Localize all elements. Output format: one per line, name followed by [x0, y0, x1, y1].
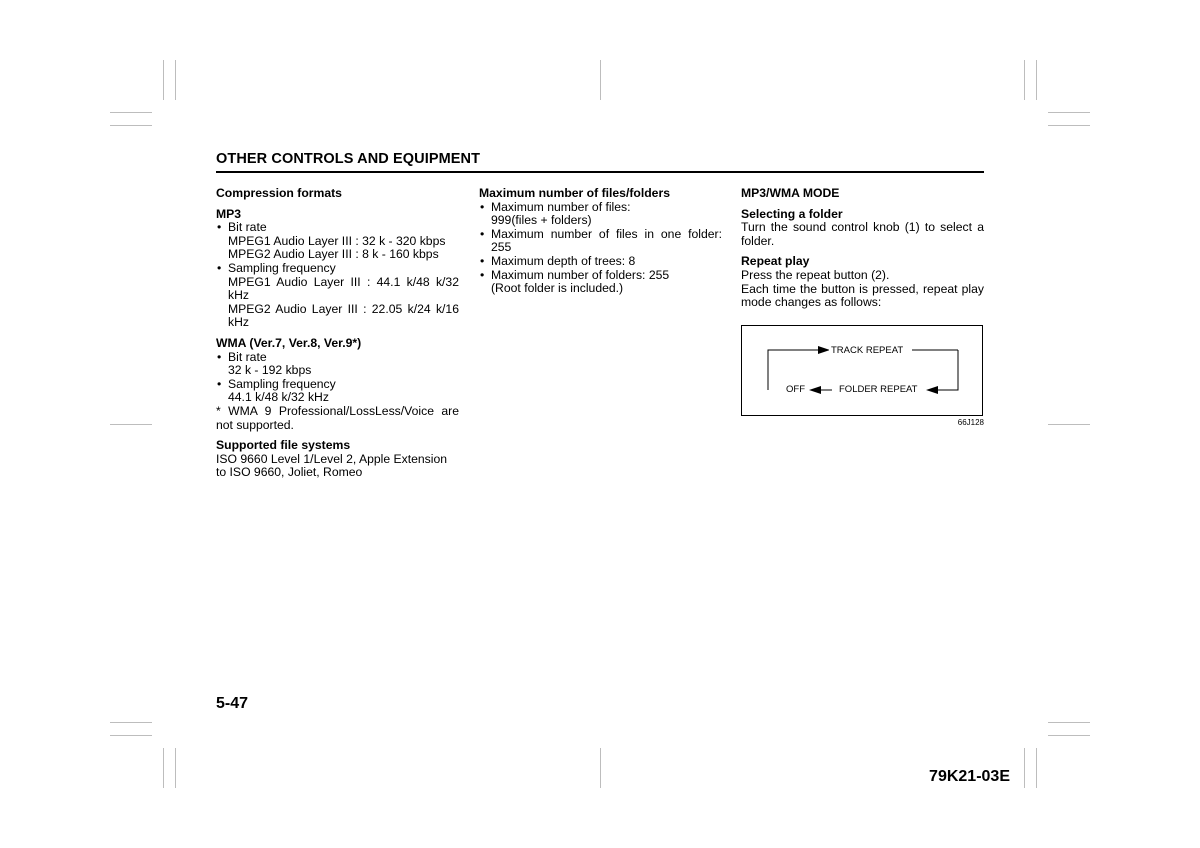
crop-mark: [1024, 60, 1025, 100]
repeat-play-heading: Repeat play: [741, 254, 810, 269]
wma-bit-rate-item: • Bit rate: [216, 351, 459, 365]
file-systems-text: ISO 9660 Level 1/Level 2, Apple Extension to ISO 9660, Joliet, Romeo: [216, 451, 448, 480]
figure-id: 66J128: [957, 418, 984, 427]
max-files-column: [479, 187, 722, 296]
mp3-sampling-mpeg1: MPEG1 Audio Layer III : 44.1 k/48 k/32 kHz: [228, 274, 459, 303]
list-item-detail: (Root folder is included.): [491, 281, 624, 296]
repeat-mode-diagram: [741, 325, 983, 416]
crop-mark: [110, 735, 152, 736]
mp3-bit-rate-item: • Bit rate: [216, 221, 459, 235]
file-systems-heading: Supported file systems: [216, 438, 351, 453]
document-code: 79K21-03E: [929, 768, 1010, 785]
crop-mark: [175, 60, 176, 100]
mp3-sampling-mpeg2: MPEG2 Audio Layer III : 22.05 k/24 k/16 kHz: [228, 301, 459, 330]
track-repeat-label: TRACK REPEAT: [831, 345, 904, 356]
repeat-play-text-1: Press the repeat button (2).: [741, 267, 890, 282]
mp3-wma-mode-heading: MP3/WMA MODE: [741, 186, 840, 200]
crop-mark: [163, 748, 164, 788]
mp3-wma-mode-column: [741, 187, 984, 310]
off-label: OFF: [786, 384, 805, 395]
wma-sampling-item: • Sampling frequency: [216, 378, 459, 392]
list-item: • Maximum number of files in one folder: 255: [479, 228, 722, 255]
selecting-folder-heading: Selecting a folder: [741, 206, 843, 221]
crop-mark: [600, 748, 601, 788]
crop-mark: [163, 60, 164, 100]
wma-heading: WMA (Ver.7, Ver.8, Ver.9*): [216, 335, 362, 350]
max-files-heading: Maximum number of files/folders: [479, 186, 670, 200]
header-rule: [216, 171, 984, 173]
crop-mark: [1048, 735, 1090, 736]
compression-formats-column: [216, 187, 459, 480]
crop-mark: [1048, 125, 1090, 126]
mp3-bit-rate-mpeg2: MPEG2 Audio Layer III : 8 k - 160 kbps: [228, 247, 439, 262]
crop-mark: [1048, 424, 1090, 425]
crop-mark: [600, 60, 601, 100]
section-title: OTHER CONTROLS AND EQUIPMENT: [216, 151, 481, 167]
wma-note: * WMA 9 Professional/LossLess/Voice are not supported.: [216, 403, 459, 432]
mp3-bit-rate-mpeg1: MPEG1 Audio Layer III : 32 k - 320 kbps: [228, 233, 446, 248]
list-item-detail: 999(files + folders): [491, 213, 592, 228]
crop-mark: [1036, 60, 1037, 100]
list-item: • Maximum number of files:: [479, 201, 722, 215]
crop-mark: [110, 424, 152, 425]
compression-formats-heading: Compression formats: [216, 186, 342, 200]
mp3-sampling-item: • Sampling frequency: [216, 262, 459, 276]
crop-mark: [110, 125, 152, 126]
mp3-heading: MP3: [216, 206, 242, 221]
crop-mark: [1048, 722, 1090, 723]
wma-sampling-value: 44.1 k/48 k/32 kHz: [228, 390, 329, 405]
crop-mark: [1036, 748, 1037, 788]
repeat-cycle-arrows: [742, 326, 984, 417]
selecting-folder-text: Turn the sound control knob (1) to select a folder.: [741, 220, 984, 248]
crop-mark: [110, 722, 152, 723]
crop-mark: [1048, 112, 1090, 113]
repeat-play-text-2: Each time the button is pressed, repeat play mode changes as follows:: [741, 281, 984, 310]
list-item: • Maximum number of folders: 255: [479, 269, 722, 283]
wma-bit-rate-value: 32 k - 192 kbps: [228, 363, 312, 378]
crop-mark: [1024, 748, 1025, 788]
crop-mark: [175, 748, 176, 788]
list-item: • Maximum depth of trees: 8: [479, 255, 722, 269]
page-number: 5-47: [216, 695, 249, 712]
crop-mark: [110, 112, 152, 113]
folder-repeat-label: FOLDER REPEAT: [839, 384, 918, 395]
